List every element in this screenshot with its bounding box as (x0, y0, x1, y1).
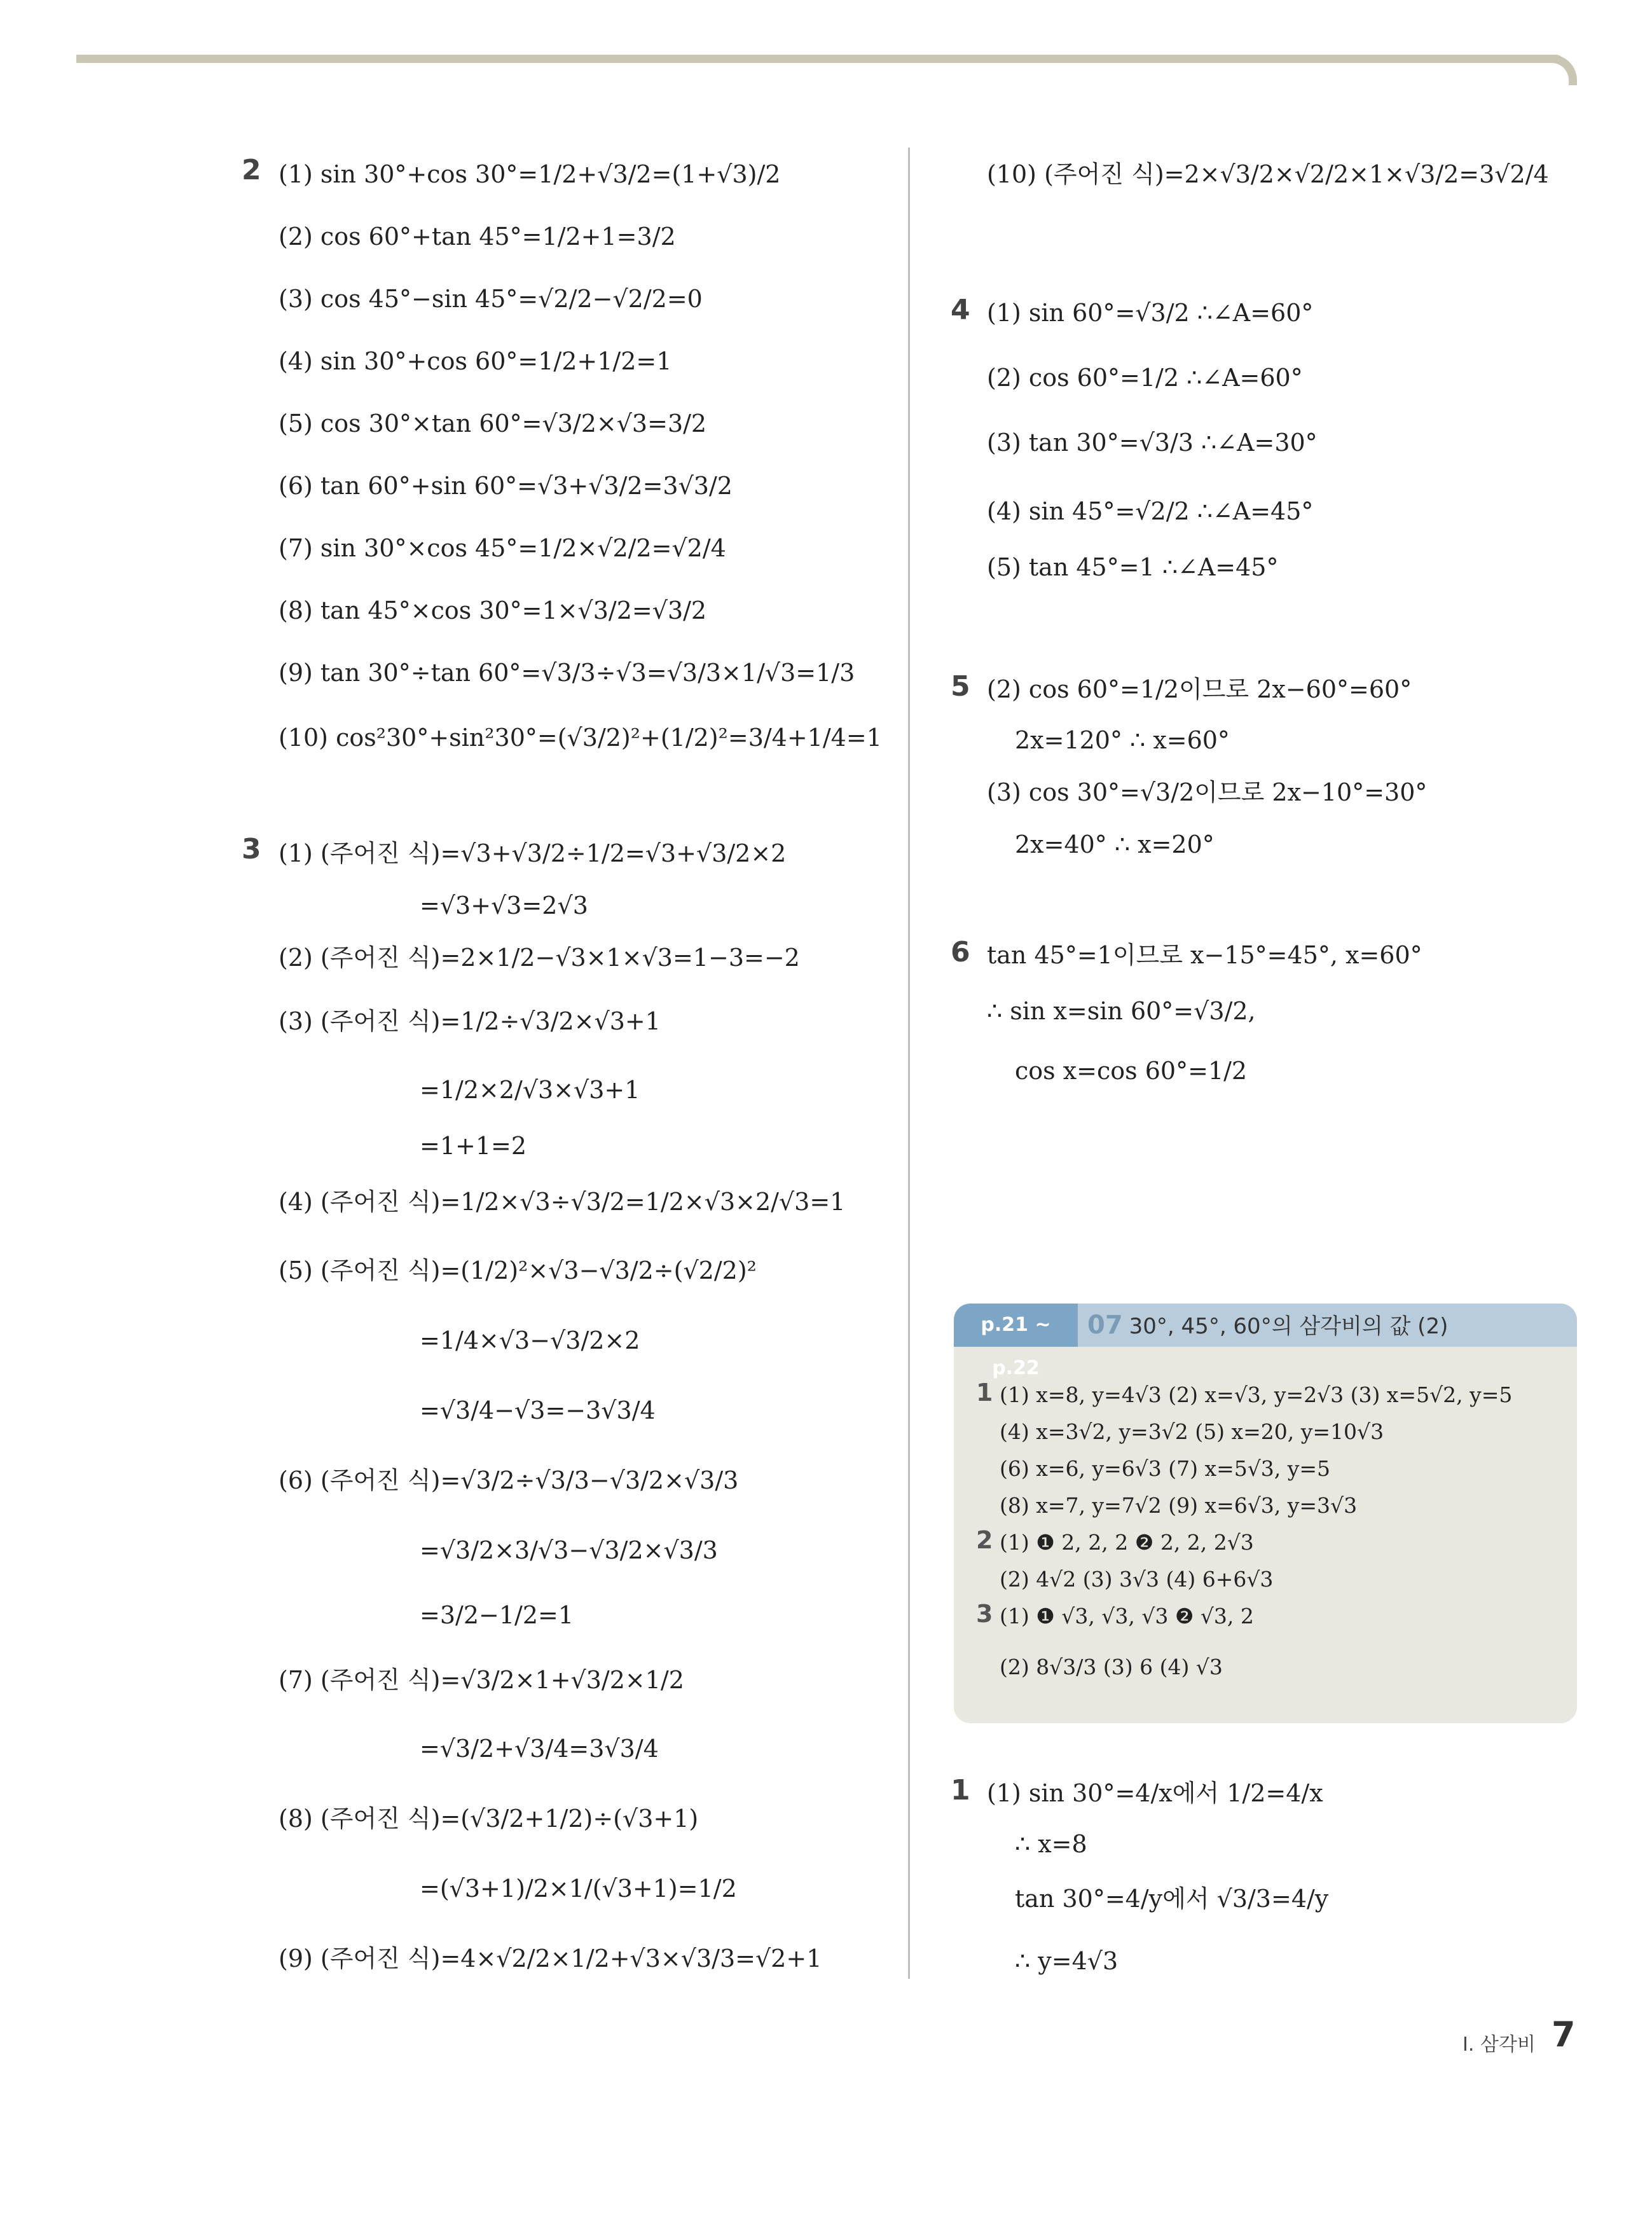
question-number: 2 (242, 154, 261, 186)
solution-line: (5) (주어진 식)=(1/2)²×√3−√3/2÷(√2/2)² (279, 1256, 757, 1284)
section-label: Ⅰ. 삼각비 (1463, 2034, 1536, 2056)
solution-line: cos x=cos 60°=1/2 (1015, 1057, 1248, 1085)
answer-line: (6) x=6, y=6√3 (7) x=5√3, y=5 (1000, 1456, 1331, 1481)
solution-line: ∴ y=4√3 (1015, 1947, 1119, 1975)
solution-line: (5) tan 45°=1 ∴∠A=45° (987, 553, 1279, 581)
question-number: 1 (951, 1774, 970, 1807)
solution-line: (2) (주어진 식)=2×1/2−√3×1×√3=1−3=−2 (279, 944, 800, 972)
answer-line: (8) x=7, y=7√2 (9) x=6√3, y=3√3 (1000, 1493, 1358, 1518)
solution-line: tan 45°=1이므로 x−15°=45°, x=60° (987, 941, 1422, 969)
question-number: 4 (951, 294, 970, 326)
solution-line: (3) tan 30°=√3/3 ∴∠A=30° (987, 429, 1318, 457)
solution-line: (1) (주어진 식)=√3+√3/2÷1/2=√3+√3/2×2 (279, 839, 787, 867)
solution-line: (3) cos 45°−sin 45°=√2/2−√2/2=0 (279, 285, 703, 313)
answer-number: 3 (976, 1600, 993, 1628)
unit-title-text: 30°, 45°, 60°의 삼각비의 값 (2) (1129, 1314, 1449, 1339)
answer-line: (1) ❶ √3, √3, √3 ❷ √3, 2 (1000, 1604, 1254, 1628)
answer-number: 1 (976, 1379, 993, 1407)
solution-line: (4) sin 30°+cos 60°=1/2+1/2=1 (279, 347, 672, 375)
solution-line: (1) sin 60°=√3/2 ∴∠A=60° (987, 299, 1314, 327)
solution-line: (1) sin 30°+cos 30°=1/2+√3/2=(1+√3)/2 (279, 160, 781, 188)
answer-line: (1) x=8, y=4√3 (2) x=√3, y=2√3 (3) x=5√2, y=5 (1000, 1382, 1513, 1407)
question-number: 5 (951, 670, 970, 703)
solution-line: (7) sin 30°×cos 45°=1/2×√2/2=√2/4 (279, 534, 726, 562)
page-range-tag: p.21 ~ p.22 (954, 1304, 1078, 1347)
solution-line: (6) tan 60°+sin 60°=√3+√3/2=3√3/2 (279, 472, 733, 500)
solution-line: (8) (주어진 식)=(√3/2+1/2)÷(√3+1) (279, 1805, 699, 1833)
answer-line: (2) 8√3/3 (3) 6 (4) √3 (1000, 1655, 1223, 1679)
solution-line: (9) tan 30°÷tan 60°=√3/3÷√3=√3/3×1/√3=1/3 (279, 659, 855, 687)
question-number: 6 (951, 936, 970, 968)
solution-line: (5) cos 30°×tan 60°=√3/2×√3=3/2 (279, 410, 707, 437)
solution-line: ∴ sin x=sin 60°=√3/2, (987, 997, 1256, 1025)
solution-line: (2) cos 60°+tan 45°=1/2+1=3/2 (279, 223, 676, 251)
page-number: 7 (1552, 2014, 1576, 2054)
solution-line: (9) (주어진 식)=4×√2/2×1/2+√3×√3/3=√2+1 (279, 1944, 822, 1972)
solution-line: (2) cos 60°=1/2이므로 2x−60°=60° (987, 675, 1412, 703)
solution-line: tan 30°=4/y에서 √3/3=4/y (1015, 1885, 1329, 1913)
answer-line: (4) x=3√2, y=3√2 (5) x=20, y=10√3 (1000, 1419, 1384, 1444)
solution-line: =1/4×√3−√3/2×2 (420, 1326, 640, 1354)
answer-line: (2) 4√2 (3) 3√3 (4) 6+6√3 (1000, 1567, 1274, 1592)
solution-line: =√3/2+√3/4=3√3/4 (420, 1735, 659, 1763)
top-rule (76, 55, 1564, 63)
solution-line: (7) (주어진 식)=√3/2×1+√3/2×1/2 (279, 1666, 684, 1694)
solution-line: =√3/4−√3=−3√3/4 (420, 1396, 656, 1424)
solution-line: 2x=40° ∴ x=20° (1015, 830, 1215, 858)
solution-line: (4) (주어진 식)=1/2×√3÷√3/2=1/2×√3×2/√3=1 (279, 1188, 846, 1216)
solution-line: 2x=120° ∴ x=60° (1015, 726, 1230, 754)
unit-title (1087, 1304, 1448, 1348)
solution-line: (3) cos 30°=√3/2이므로 2x−10°=30° (987, 778, 1428, 806)
top-rule-corner (1539, 55, 1577, 85)
solution-line: (8) tan 45°×cos 30°=1×√3/2=√3/2 (279, 596, 707, 624)
answer-line: (1) ❶ 2, 2, 2 ❷ 2, 2, 2√3 (1000, 1530, 1254, 1555)
solution-line: (10) cos²30°+sin²30°=(√3/2)²+(1/2)²=3/4+1/4=1 (279, 724, 882, 752)
solution-line: (3) (주어진 식)=1/2÷√3/2×√3+1 (279, 1007, 661, 1035)
column-divider (908, 148, 910, 1979)
solution-line: =1/2×2/√3×√3+1 (420, 1076, 640, 1104)
solution-line: =3/2−1/2=1 (420, 1601, 574, 1629)
solution-line: (4) sin 45°=√2/2 ∴∠A=45° (987, 497, 1314, 525)
solution-line: ∴ x=8 (1015, 1830, 1087, 1858)
answer-number: 2 (976, 1526, 993, 1554)
solution-line: (1) sin 30°=4/x에서 1/2=4/x (987, 1779, 1323, 1807)
solution-line: =1+1=2 (420, 1132, 527, 1160)
solution-line: (10) (주어진 식)=2×√3/2×√2/2×1×√3/2=3√2/4 (987, 160, 1549, 188)
question-number: 3 (242, 833, 261, 865)
solution-line: (2) cos 60°=1/2 ∴∠A=60° (987, 364, 1303, 392)
solution-line: (6) (주어진 식)=√3/2÷√3/3−√3/2×√3/3 (279, 1466, 739, 1494)
solution-line: =√3/2×3/√3−√3/2×√3/3 (420, 1536, 718, 1564)
solution-line: =√3+√3=2√3 (420, 891, 588, 919)
solution-line: =(√3+1)/2×1/(√3+1)=1/2 (420, 1875, 737, 1903)
unit-number: 07 (1087, 1311, 1123, 1340)
